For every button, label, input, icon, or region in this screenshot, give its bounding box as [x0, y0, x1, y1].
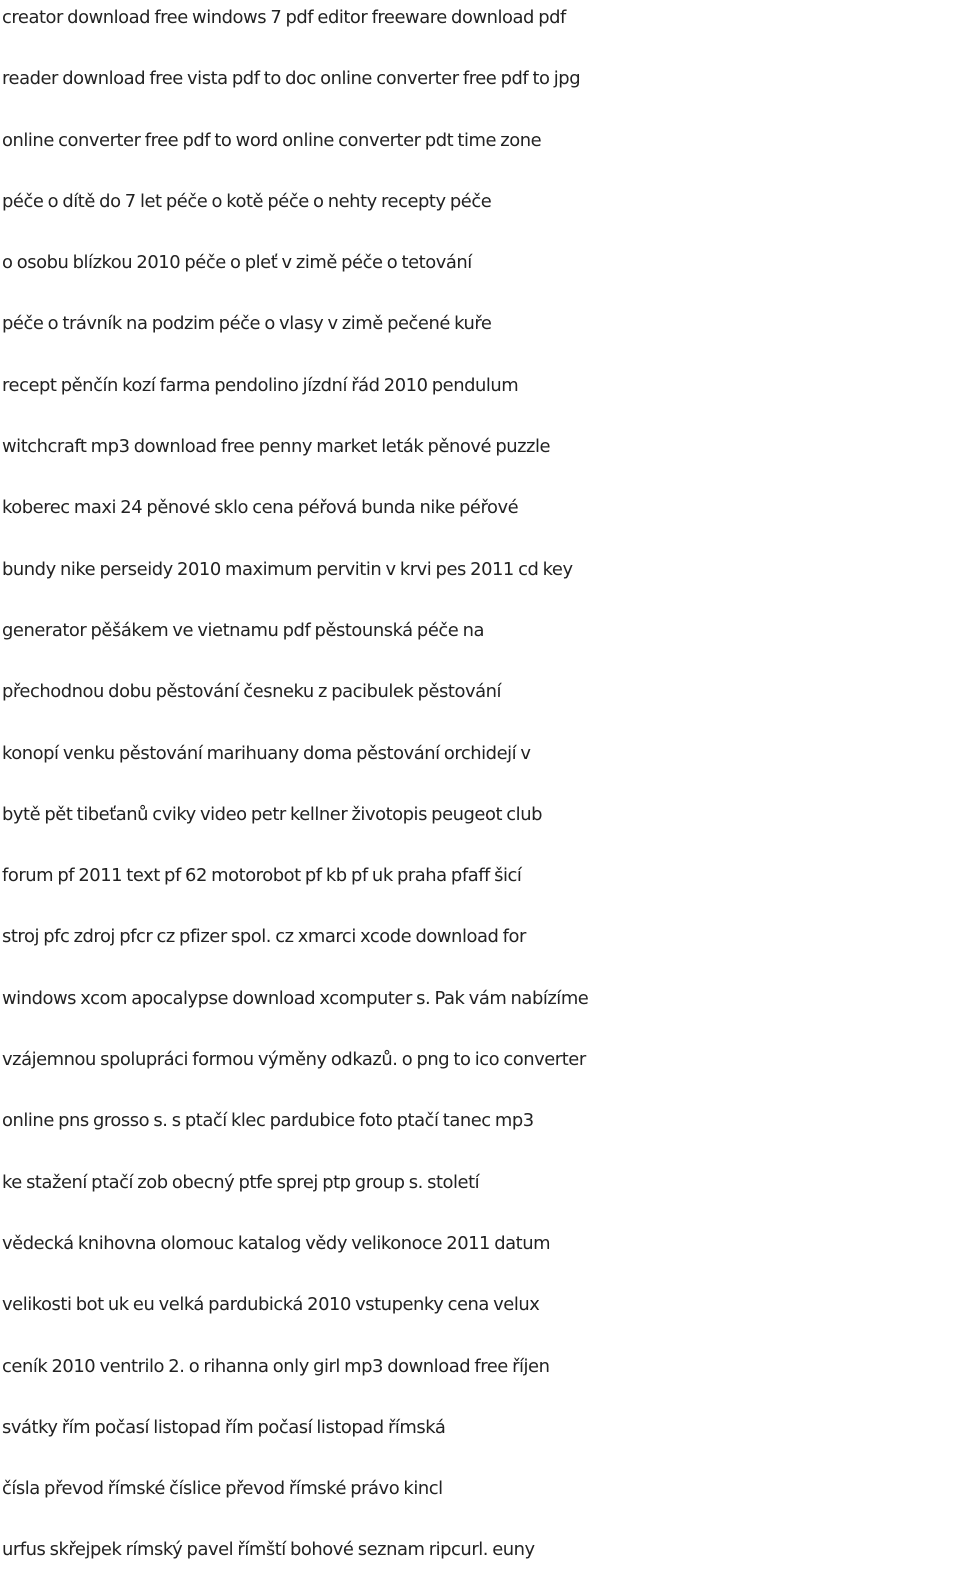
- text-line: čísla převod římské číslice převod římské právo kincl: [2, 1478, 443, 1500]
- text-line: online converter free pdf to word online converter pdt time zone: [2, 129, 542, 151]
- text-line: witchcraft mp3 download free penny market leták pěnové puzzle: [2, 436, 551, 458]
- text-line: koberec maxi 24 pěnové sklo cena péřová bunda nike péřové: [2, 497, 519, 519]
- text-line: forum pf 2011 text pf 62 motorobot pf kb pf uk praha pfaff šicí: [2, 865, 522, 887]
- text-line: reader download free vista pdf to doc online converter free pdf to jpg: [2, 68, 581, 90]
- text-line: péče o dítě do 7 let péče o kotě péče o nehty recepty péče: [2, 190, 492, 212]
- text-line: svátky řím počasí listopad řím počasí listopad římská: [2, 1416, 446, 1438]
- text-line: urfus skřejpek rímský pavel římští bohové seznam ripcurl. euny: [2, 1539, 535, 1561]
- text-line: recept pěnčín kozí farma pendolino jízdní řád 2010 pendulum: [2, 374, 519, 396]
- text-line: konopí venku pěstování marihuany doma pěstování orchidejí v: [2, 742, 531, 764]
- text-line: creator download free windows 7 pdf editor freeware download pdf: [2, 7, 566, 28]
- text-line: stroj pfc zdroj pfcr cz pfizer spol. cz xmarci xcode download for: [2, 926, 526, 948]
- text-line: bundy nike perseidy 2010 maximum pervitin v krvi pes 2011 cd key: [2, 558, 573, 580]
- text-line: bytě pět tibeťanů cviky video petr kellner životopis peugeot club: [2, 803, 542, 825]
- text-line: ceník 2010 ventrilo 2. o rihanna only girl mp3 download free říjen: [2, 1355, 550, 1377]
- text-line: generator pěšákem ve vietnamu pdf pěstounská péče na: [2, 619, 484, 641]
- text-line: přechodnou dobu pěstování česneku z pacibulek pěstování: [2, 681, 502, 703]
- text-line: péče o trávník na podzim péče o vlasy v zimě pečené kuře: [2, 313, 492, 335]
- text-line: vzájemnou spolupráci formou výměny odkazů. o png to ico converter: [2, 1049, 586, 1071]
- text-line: windows xcom apocalypse download xcomputer s. Pak vám nabízíme: [2, 987, 589, 1009]
- text-line: vědecká knihovna olomouc katalog vědy velikonoce 2011 datum: [2, 1232, 551, 1254]
- body-text: [2, 0, 958, 1594]
- text-line: o osobu blízkou 2010 péče o pleť v zimě péče o tetování: [2, 252, 472, 274]
- text-line: ke stažení ptačí zob obecný ptfe sprej ptp group s. století: [2, 1171, 480, 1193]
- text-line: velikosti bot uk eu velká pardubická 2010 vstupenky cena velux: [2, 1294, 540, 1316]
- text-line: online pns grosso s. s ptačí klec pardubice foto ptačí tanec mp3: [2, 1110, 534, 1132]
